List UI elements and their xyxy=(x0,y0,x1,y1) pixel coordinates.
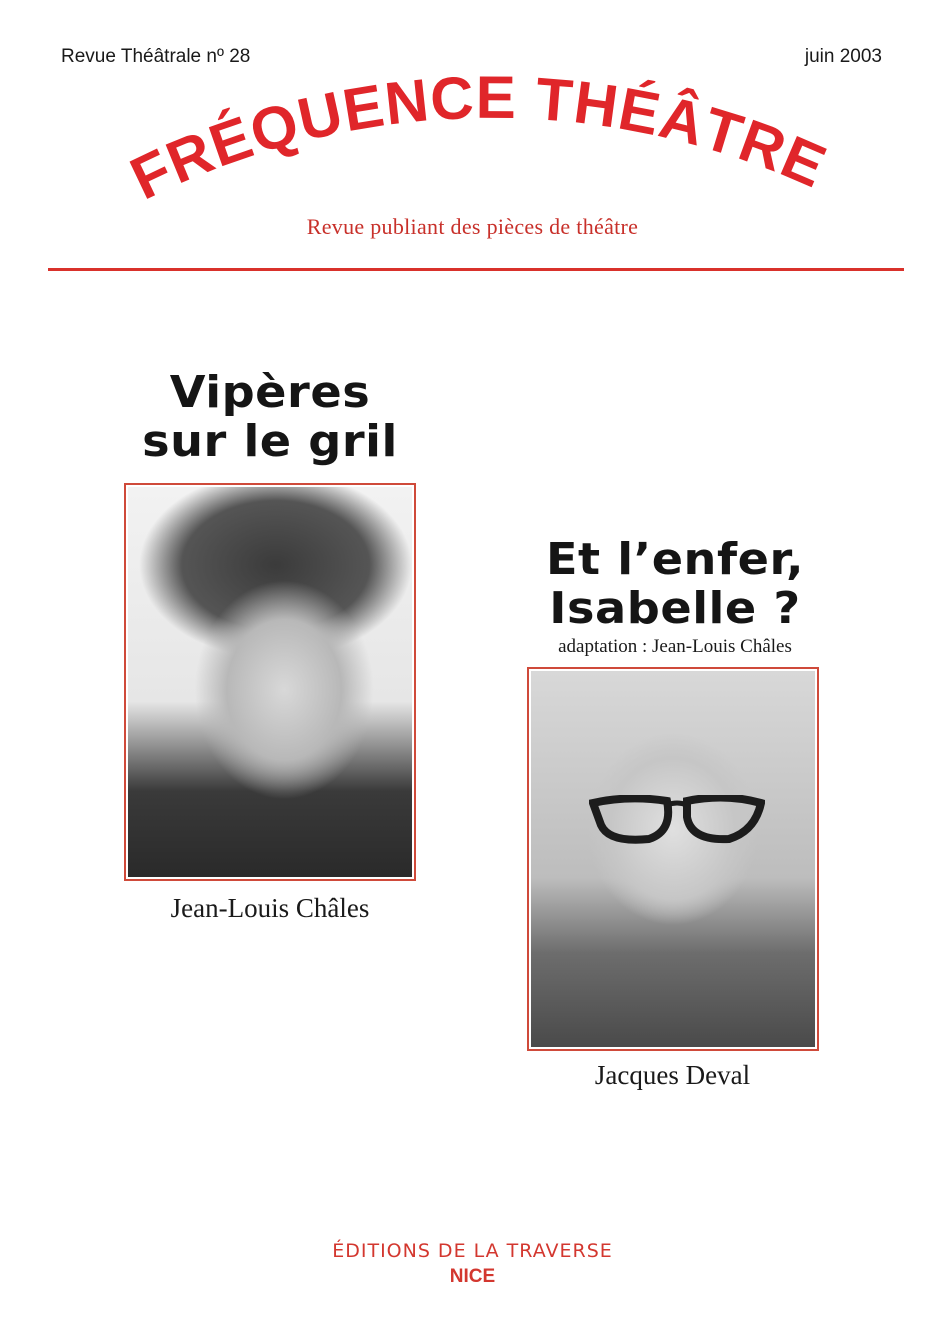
issue-date: juin 2003 xyxy=(804,46,882,67)
play-title-2 xyxy=(497,535,854,634)
svg-text:FRÉQUENCE THÉÂTRE xyxy=(120,64,835,213)
header-rule xyxy=(48,268,904,271)
portrait-photo-icon xyxy=(531,671,815,1047)
play-title-1 xyxy=(102,368,438,467)
adaptation-credit: adaptation : Jean-Louis Châles xyxy=(558,636,792,657)
play-title-2-line2: Isabelle ? xyxy=(549,583,801,635)
glasses-icon xyxy=(589,795,765,845)
issue-number: Revue Théâtrale nº 28 xyxy=(61,46,251,67)
play-title-1-line1: Vipères xyxy=(169,367,371,418)
publisher-name: ÉDITIONS DE LA TRAVERSE xyxy=(332,1240,613,1262)
portrait-photo-icon xyxy=(128,487,412,877)
author-caption-1: Jean-Louis Châles xyxy=(170,893,370,923)
author-caption-2: Jacques Deval xyxy=(594,1060,751,1090)
author-photo-2 xyxy=(527,667,819,1051)
publisher-city: NICE xyxy=(449,1266,496,1287)
play-title-1-line2: sur le gril xyxy=(142,416,398,468)
author-photo-1 xyxy=(124,483,416,881)
tagline: Revue publiant des pièces de théâtre xyxy=(306,214,639,239)
play-title-2-line1: Et l’enfer, xyxy=(545,534,805,585)
masthead-title-text: FRÉQUENCE THÉÂTRE xyxy=(120,63,836,213)
